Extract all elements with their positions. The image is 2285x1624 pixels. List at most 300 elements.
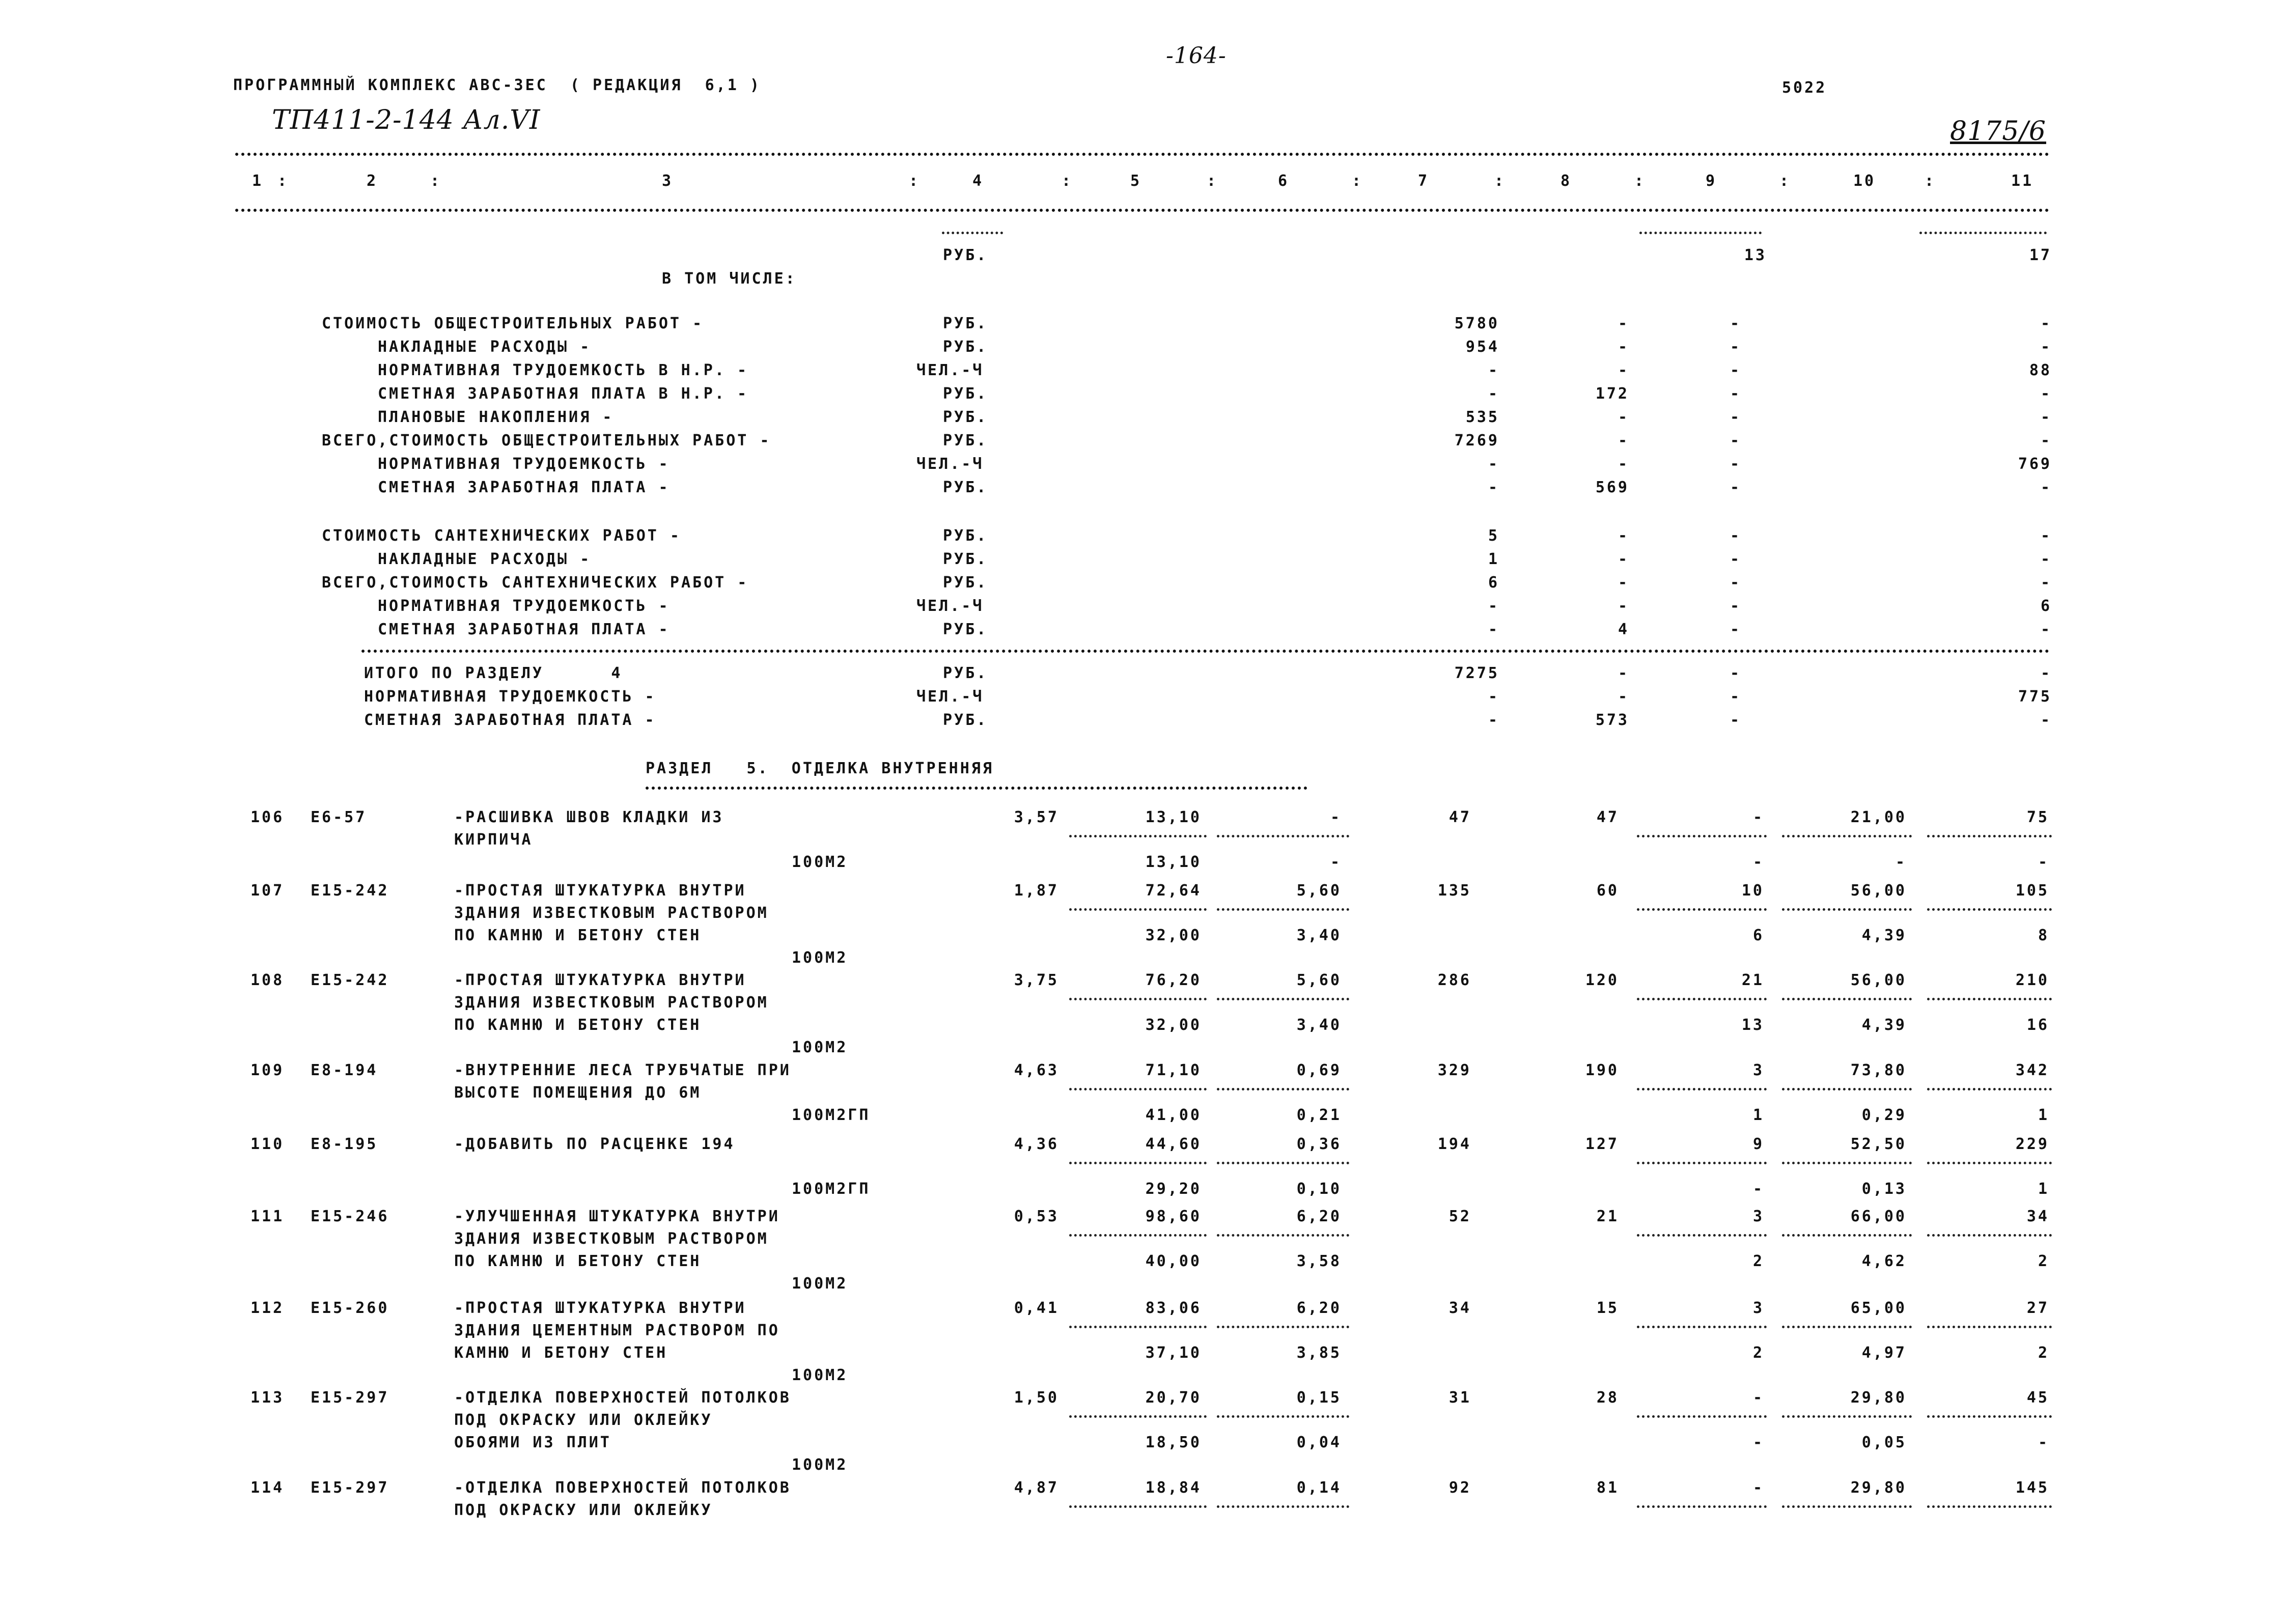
summary-row-col7: 954 [1465,338,1499,356]
item-col5: 98,60 [1145,1208,1202,1225]
item-col10: 29,80 [1850,1389,1907,1407]
item-subtotal-dash [1637,1088,1767,1090]
item-col8: 81 [1596,1479,1619,1497]
total-col8: 573 [1595,711,1629,729]
santeh-row-col7: 5 [1488,527,1499,545]
item-col9-wage: 1 [1752,1106,1764,1124]
total-label: ИТОГО ПО РАЗДЕЛУ 4 [364,664,623,682]
item-subtotal-dash [1069,1326,1207,1328]
item-col11: 75 [2026,808,2049,826]
item-description-line: -ПРОСТАЯ ШТУКАТУРКА ВНУТРИ [454,1299,746,1317]
item-description-line: -ВНУТРЕННИЕ ЛЕСА ТРУБЧАТЫЕ ПРИ [454,1061,791,1079]
santeh-row-label: СМЕТНАЯ ЗАРАБОТНАЯ ПЛАТА - [378,621,670,638]
total-label: СМЕТНАЯ ЗАРАБОТНАЯ ПЛАТА - [364,711,656,729]
item-subtotal-dash [1637,908,1767,911]
item-number: 111 [250,1208,285,1225]
item-quantity: 3,57 [1014,808,1059,826]
item-col7: 286 [1437,971,1471,989]
column-separator: : [1634,172,1646,190]
item-col7: 47 [1448,808,1471,826]
totals-rule [361,650,2050,653]
item-col5: 83,06 [1145,1299,1202,1317]
item-col9: 21 [1741,971,1764,989]
summary-row-col7: - [1488,361,1499,379]
item-col6-wage: 3,85 [1296,1344,1342,1362]
column-separator: : [1062,172,1073,190]
summary-row-col9: - [1730,315,1741,332]
item-col11: 105 [2015,882,2049,900]
item-number: 113 [250,1389,285,1407]
item-col9-wage: 6 [1752,927,1764,944]
item-col10: 56,00 [1850,882,1907,900]
item-code: Е15-246 [311,1208,389,1225]
item-subtotal-dash [1217,1415,1349,1418]
total-col8: - [1618,664,1629,682]
item-col6: 5,60 [1296,971,1342,989]
summary-row-col9: - [1730,408,1741,426]
item-code: Е8-194 [311,1061,378,1079]
item-col5: 13,10 [1145,808,1202,826]
santeh-row-col8: - [1618,597,1629,615]
summary-row-col9: - [1730,432,1741,450]
summary-row-col11: - [2040,479,2052,496]
item-code: Е8-195 [311,1135,378,1153]
summary-row-unit: РУБ. [943,408,988,426]
item-subtotal-dash [1217,908,1349,911]
item-col9: - [1752,1389,1764,1407]
item-number: 108 [250,971,285,989]
item-col10-wage: 4,39 [1861,927,1907,944]
santeh-row-col7: 6 [1488,574,1499,592]
column-separator: : [1779,172,1791,190]
santeh-row-col11: 6 [2040,597,2052,615]
item-col10: 56,00 [1850,971,1907,989]
item-col6-wage: 3,58 [1296,1252,1342,1270]
item-subtotal-dash [1637,1415,1767,1418]
item-col11: 45 [2026,1389,2049,1407]
item-col10-wage: 4,39 [1861,1016,1907,1034]
item-col9: 9 [1752,1135,1764,1153]
item-unit: 100М2 [792,1366,848,1384]
item-description-line: -РАСШИВКА ШВОВ КЛАДКИ ИЗ [454,808,724,826]
total-col9: - [1730,688,1741,706]
item-description-line: ВЫСОТЕ ПОМЕЩЕНИЯ ДО 6М [454,1084,702,1102]
column-number: 9 [1706,172,1717,190]
item-col9-wage: 2 [1752,1252,1764,1270]
summary-row-unit: РУБ. [943,315,988,332]
column-separator: : [909,172,921,190]
item-col9: 10 [1741,882,1764,900]
item-col5-wage: 29,20 [1145,1180,1202,1198]
item-subtotal-dash [1782,1326,1912,1328]
item-col11-wage: 8 [2038,927,2049,944]
summary-row-col11: 769 [2018,455,2052,473]
item-subtotal-dash [1782,998,1912,1000]
column-separator: : [1494,172,1506,190]
item-description-line: ПО КАМНЮ И БЕТОНУ СТЕН [454,927,702,944]
item-subtotal-dash [1927,835,2052,837]
santeh-row-col8: - [1618,550,1629,568]
item-description-line: ЗДАНИЯ ЦЕМЕНТНЫМ РАСТВОРОМ ПО [454,1322,780,1339]
item-subtotal-dash [1217,998,1349,1000]
summary-row-col9: - [1730,479,1741,496]
item-col5-wage: 37,10 [1145,1344,1202,1362]
item-subtotal-dash [1069,1162,1207,1164]
item-col9-wage: 2 [1752,1344,1764,1362]
item-col6: 0,15 [1296,1389,1342,1407]
item-col10: 52,50 [1850,1135,1907,1153]
item-col10: 21,00 [1850,808,1907,826]
item-col11: 229 [2015,1135,2049,1153]
item-unit: 100М2 [792,949,848,967]
item-col5: 71,10 [1145,1061,1202,1079]
item-col11-wage: 1 [2038,1180,2049,1198]
item-col6-wage: - [1330,853,1342,871]
item-number: 107 [250,882,285,900]
item-subtotal-dash [1217,1088,1349,1090]
item-col11: 145 [2015,1479,2049,1497]
summary-row-label: СМЕТНАЯ ЗАРАБОТНАЯ ПЛАТА - [378,479,670,496]
item-description-line: ПО КАМНЮ И БЕТОНУ СТЕН [454,1016,702,1034]
item-quantity: 0,53 [1014,1208,1059,1225]
santeh-row-label: ВСЕГО,СТОИМОСТЬ САНТЕХНИЧЕСКИХ РАБОТ - [322,574,749,592]
item-subtotal-dash [1782,1415,1912,1418]
item-code: Е6-57 [311,808,367,826]
total-col11: - [2040,664,2052,682]
item-description-line: КАМНЮ И БЕТОНУ СТЕН [454,1344,668,1362]
item-col9-wage: - [1752,1180,1764,1198]
item-col10: 29,80 [1850,1479,1907,1497]
item-quantity: 0,41 [1014,1299,1059,1317]
item-col9: - [1752,808,1764,826]
carry-dash-col9 [1639,232,1762,234]
santeh-row-label: НАКЛАДНЫЕ РАСХОДЫ - [378,550,592,568]
item-description-line: -ОТДЕЛКА ПОВЕРХНОСТЕЙ ПОТОЛКОВ [454,1479,791,1497]
item-col8: 120 [1585,971,1619,989]
santeh-row-col9: - [1730,550,1741,568]
item-col5: 76,20 [1145,971,1202,989]
summary-row-col7: 7269 [1454,432,1499,450]
item-col5-wage: 32,00 [1145,1016,1202,1034]
item-col8: 127 [1585,1135,1619,1153]
total-col7: 7275 [1454,664,1499,682]
santeh-row-col9: - [1730,597,1741,615]
summary-row-col8: - [1618,361,1629,379]
item-col6-wage: 0,10 [1296,1180,1342,1198]
section-title-underline [646,787,1307,790]
item-col8: 21 [1596,1208,1619,1225]
summary-row-col8: - [1618,455,1629,473]
total-label: НОРМАТИВНАЯ ТРУДОЕМКОСТЬ - [364,688,656,706]
summary-row-col7: 535 [1465,408,1499,426]
item-col5: 72,64 [1145,882,1202,900]
column-number: 10 [1853,172,1876,190]
column-number: 5 [1130,172,1142,190]
item-col6: 0,69 [1296,1061,1342,1079]
carry-unit: РУБ. [943,246,988,264]
item-code: Е15-242 [311,971,389,989]
item-subtotal-dash [1782,1162,1912,1164]
item-subtotal-dash [1782,1505,1912,1508]
item-subtotal-dash [1927,1505,2052,1508]
summary-row-col11: - [2040,385,2052,403]
item-subtotal-dash [1782,1234,1912,1237]
item-col6: - [1330,808,1342,826]
item-description-line: ПОД ОКРАСКУ ИЛИ ОКЛЕЙКУ [454,1501,713,1519]
summary-row-unit: РУБ. [943,385,988,403]
column-number: 2 [367,172,378,190]
summary-row-col8: 172 [1595,385,1629,403]
column-number: 3 [662,172,674,190]
summary-row-col9: - [1730,338,1741,356]
item-col8: 28 [1596,1389,1619,1407]
item-code: Е15-297 [311,1479,389,1497]
summary-row-col8: - [1618,338,1629,356]
item-subtotal-dash [1927,998,2052,1000]
carry-dash-unit [942,232,1003,234]
item-subtotal-dash [1637,998,1767,1000]
santeh-row-col7: 1 [1488,550,1499,568]
column-separator: : [1925,172,1936,190]
item-col7: 34 [1448,1299,1471,1317]
item-subtotal-dash [1782,1088,1912,1090]
total-col9: - [1730,664,1741,682]
column-header-row [0,172,2285,192]
header-bottom-rule [235,209,2050,212]
item-subtotal-dash [1782,835,1912,837]
item-quantity: 4,63 [1014,1061,1059,1079]
summary-row-label: ВСЕГО,СТОИМОСТЬ ОБЩЕСТРОИТЕЛЬНЫХ РАБОТ - [322,432,771,450]
summary-row-label: НОРМАТИВНАЯ ТРУДОЕМКОСТЬ - [378,455,670,473]
item-description-line: -ПРОСТАЯ ШТУКАТУРКА ВНУТРИ [454,882,746,900]
summary-row-col8: - [1618,408,1629,426]
summary-row-col8: 569 [1595,479,1629,496]
item-col7: 31 [1448,1389,1471,1407]
item-subtotal-dash [1217,1162,1349,1164]
item-col9-wage: - [1752,1434,1764,1451]
item-subtotal-dash [1927,1088,2052,1090]
carry-col9: 13 [1744,246,1767,264]
summary-row-label: СТОИМОСТЬ ОБЩЕСТРОИТЕЛЬНЫХ РАБОТ - [322,315,704,332]
page-number: -164- [1166,43,1227,69]
item-col8: 15 [1596,1299,1619,1317]
item-code: Е15-297 [311,1389,389,1407]
item-code: Е15-242 [311,882,389,900]
column-separator: : [430,172,442,190]
item-subtotal-dash [1069,835,1207,837]
total-col11: 775 [2018,688,2052,706]
item-col7: 52 [1448,1208,1471,1225]
santeh-row-col11: - [2040,550,2052,568]
item-subtotal-dash [1637,1234,1767,1237]
item-unit: 100М2ГП [792,1106,871,1124]
item-col11: 342 [2015,1061,2049,1079]
summary-row-col9: - [1730,385,1741,403]
santeh-row-col9: - [1730,574,1741,592]
item-description-line: ПО КАМНЮ И БЕТОНУ СТЕН [454,1252,702,1270]
total-unit: ЧЕЛ.-Ч [916,688,984,706]
item-col8: 47 [1596,808,1619,826]
item-unit: 100М2 [792,1456,848,1474]
summary-row-col9: - [1730,455,1741,473]
item-col11: 210 [2015,971,2049,989]
item-col11-wage: 2 [2038,1344,2049,1362]
item-col6-wage: 0,21 [1296,1106,1342,1124]
column-number: 8 [1561,172,1572,190]
sheet-number: 8175/6 [1950,116,2046,147]
item-quantity: 1,87 [1014,882,1059,900]
summary-row-label: СМЕТНАЯ ЗАРАБОТНАЯ ПЛАТА В Н.Р. - [378,385,749,403]
item-col11-wage: 2 [2038,1252,2049,1270]
column-number: 4 [972,172,984,190]
item-col6: 0,36 [1296,1135,1342,1153]
carry-dash-col11 [1919,232,2047,234]
item-col9-wage: 13 [1741,1016,1764,1034]
item-subtotal-dash [1069,1088,1207,1090]
santeh-row-unit: РУБ. [943,574,988,592]
total-col7: - [1488,688,1499,706]
item-number: 106 [250,808,285,826]
including-label: В ТОМ ЧИСЛЕ: [662,270,797,288]
summary-row-col11: - [2040,315,2052,332]
item-subtotal-dash [1637,1326,1767,1328]
item-description-line: -ДОБАВИТЬ ПО РАСЦЕНКЕ 194 [454,1135,735,1153]
total-unit: РУБ. [943,711,988,729]
summary-row-col11: - [2040,408,2052,426]
item-col10-wage: 4,62 [1861,1252,1907,1270]
item-col10-wage: 0,29 [1861,1106,1907,1124]
item-col11: 27 [2026,1299,2049,1317]
item-col6-wage: 3,40 [1296,1016,1342,1034]
santeh-row-col9: - [1730,527,1741,545]
item-subtotal-dash [1782,908,1912,911]
item-subtotal-dash [1069,1234,1207,1237]
item-col7: 92 [1448,1479,1471,1497]
item-col7: 194 [1437,1135,1471,1153]
item-subtotal-dash [1069,908,1207,911]
item-col7: 135 [1437,882,1471,900]
summary-row-col8: - [1618,432,1629,450]
item-description-line: -ПРОСТАЯ ШТУКАТУРКА ВНУТРИ [454,971,746,989]
item-description-line: КИРПИЧА [454,831,533,849]
item-unit: 100М2 [792,1039,848,1056]
item-subtotal-dash [1927,908,2052,911]
item-quantity: 1,50 [1014,1389,1059,1407]
item-unit: 100М2 [792,853,848,871]
item-col8: 60 [1596,882,1619,900]
item-number: 110 [250,1135,285,1153]
summary-row-unit: ЧЕЛ.-Ч [916,455,984,473]
project-number: ТП411-2-144 Ал.VI [272,105,541,135]
item-number: 109 [250,1061,285,1079]
summary-row-col8: - [1618,315,1629,332]
item-subtotal-dash [1069,1505,1207,1508]
santeh-row-col7: - [1488,597,1499,615]
santeh-row-col8: 4 [1618,621,1629,638]
header-top-rule [235,153,2050,156]
item-col11-wage: 1 [2038,1106,2049,1124]
item-quantity: 3,75 [1014,971,1059,989]
summary-row-unit: РУБ. [943,432,988,450]
item-subtotal-dash [1927,1415,2052,1418]
summary-row-col11: 88 [2029,361,2052,379]
santeh-row-label: СТОИМОСТЬ САНТЕХНИЧЕСКИХ РАБОТ - [322,527,681,545]
summary-row-col7: - [1488,455,1499,473]
carry-col11: 17 [2029,246,2052,264]
item-col10-wage: - [1895,853,1907,871]
item-quantity: 4,36 [1014,1135,1059,1153]
item-col8: 190 [1585,1061,1619,1079]
item-col9: 3 [1752,1208,1764,1225]
item-subtotal-dash [1637,835,1767,837]
item-col6: 6,20 [1296,1299,1342,1317]
summary-row-unit: РУБ. [943,479,988,496]
column-separator: : [1352,172,1363,190]
total-col7: - [1488,711,1499,729]
santeh-row-unit: РУБ. [943,621,988,638]
item-col10: 73,80 [1850,1061,1907,1079]
santeh-row-col7: - [1488,621,1499,638]
summary-row-col7: 5780 [1454,315,1499,332]
item-number: 112 [250,1299,285,1317]
item-col10-wage: 0,05 [1861,1434,1907,1451]
item-description-line: -УЛУЧШЕННАЯ ШТУКАТУРКА ВНУТРИ [454,1208,780,1225]
item-col5: 20,70 [1145,1389,1202,1407]
item-col6-wage: 0,04 [1296,1434,1342,1451]
item-col9: 3 [1752,1299,1764,1317]
item-col5-wage: 32,00 [1145,927,1202,944]
total-unit: РУБ. [943,664,988,682]
item-subtotal-dash [1637,1162,1767,1164]
item-col9: - [1752,1479,1764,1497]
section-title: РАЗДЕЛ 5. ОТДЕЛКА ВНУТРЕННЯЯ [646,760,994,777]
item-description-line: ЗДАНИЯ ИЗВЕСТКОВЫМ РАСТВОРОМ [454,1230,769,1248]
santeh-row-label: НОРМАТИВНАЯ ТРУДОЕМКОСТЬ - [378,597,670,615]
summary-row-col9: - [1730,361,1741,379]
item-unit: 100М2 [792,1275,848,1293]
summary-row-col11: - [2040,338,2052,356]
santeh-row-col11: - [2040,574,2052,592]
item-col10-wage: 0,13 [1861,1180,1907,1198]
item-col11-wage: 16 [2026,1016,2049,1034]
total-col9: - [1730,711,1741,729]
item-col6: 6,20 [1296,1208,1342,1225]
item-col5-wage: 13,10 [1145,853,1202,871]
item-col11-wage: - [2038,1434,2049,1451]
item-code: Е15-260 [311,1299,389,1317]
summary-row-col7: - [1488,385,1499,403]
item-subtotal-dash [1217,835,1349,837]
item-col9: 3 [1752,1061,1764,1079]
column-number: 1 [252,172,264,190]
item-subtotal-dash [1217,1326,1349,1328]
santeh-row-col9: - [1730,621,1741,638]
item-col10-wage: 4,97 [1861,1344,1907,1362]
item-col5-wage: 18,50 [1145,1434,1202,1451]
summary-row-unit: РУБ. [943,338,988,356]
summary-row-col7: - [1488,479,1499,496]
document-code: 5022 [1782,79,1827,97]
item-subtotal-dash [1217,1234,1349,1237]
item-col7: 329 [1437,1061,1471,1079]
summary-row-col11: - [2040,432,2052,450]
total-col11: - [2040,711,2052,729]
santeh-row-col8: - [1618,574,1629,592]
santeh-row-unit: РУБ. [943,527,988,545]
item-col11: 34 [2026,1208,2049,1225]
item-col10: 66,00 [1850,1208,1907,1225]
item-col10: 65,00 [1850,1299,1907,1317]
